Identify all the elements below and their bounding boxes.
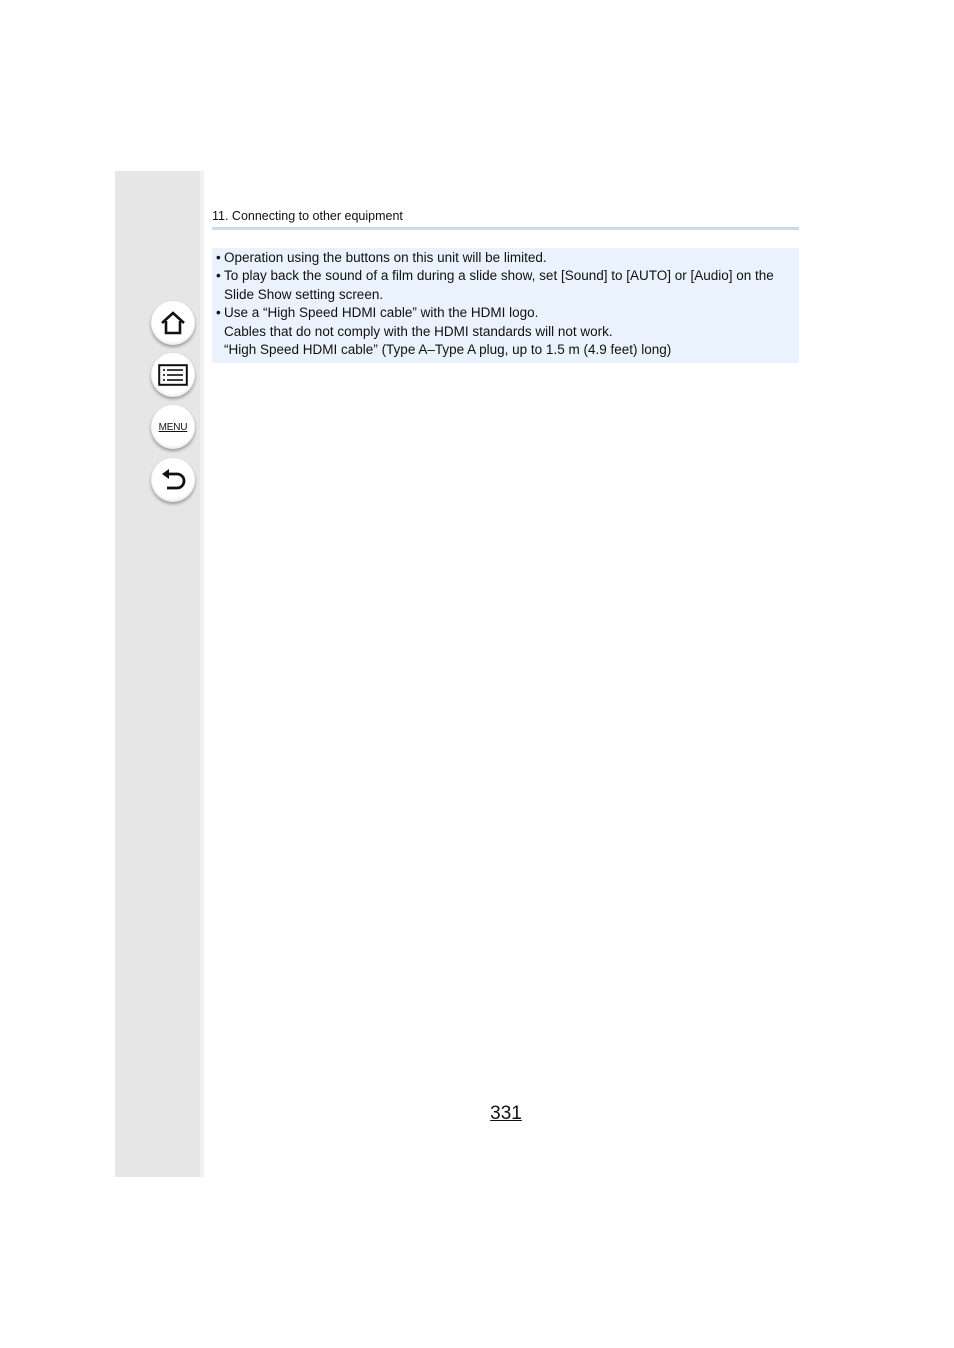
home-icon: [159, 309, 187, 337]
bullet: •: [216, 305, 221, 321]
sidebar-edge: [200, 171, 204, 1177]
note-item: [216, 249, 791, 267]
contents-button[interactable]: [151, 353, 195, 397]
note-line: Slide Show setting screen.: [224, 286, 384, 302]
note-line: “High Speed HDMI cable” (Type A–Type A plug, up to 1.5 m (4.9 feet) long): [224, 342, 672, 358]
home-button[interactable]: [151, 301, 195, 345]
bullet: •: [216, 268, 221, 284]
section-title: 11. Connecting to other equipment: [212, 209, 403, 223]
note-line: Operation using the buttons on this unit will be limited.: [224, 250, 547, 265]
note-item: [216, 304, 791, 359]
note-box: [212, 248, 799, 363]
menu-icon: MENU: [158, 421, 188, 433]
list-icon: [158, 364, 188, 386]
back-button[interactable]: [151, 458, 195, 502]
menu-button[interactable]: [151, 405, 195, 449]
note-item: [216, 267, 791, 304]
back-arrow-icon: [159, 467, 187, 493]
note-line: Use a “High Speed HDMI cable” with the HDMI logo.: [224, 305, 539, 321]
page-number: 331: [490, 1103, 522, 1124]
note-line: To play back the sound of a film during a slide show, set [Sound] to [AUTO] or [Audio] on the: [224, 268, 774, 284]
bullet: •: [216, 250, 221, 265]
note-line: Cables that do not comply with the HDMI standards will not work.: [224, 323, 613, 339]
header-rule: [212, 227, 799, 230]
